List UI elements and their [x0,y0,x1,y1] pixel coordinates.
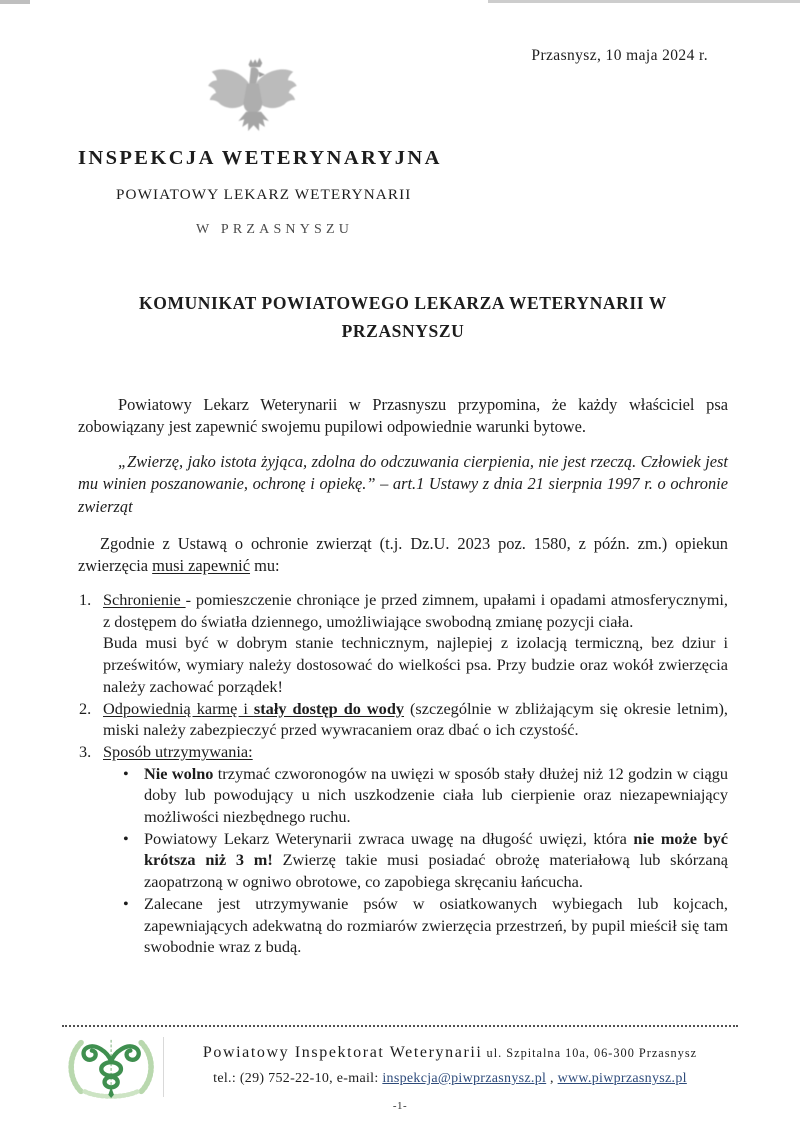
item3-heading-underlined: Sposób utrzymywania: [103,741,253,761]
bullet2-pre: Powiatowy Lekarz Weterynarii zwraca uwagę na długość uwięzi, która [144,828,634,848]
polish-eagle-emblem-icon [207,54,301,146]
item2-text: (szczególnie w zbliżającym się okresie letnim), miski należy zabezpieczyć przed wywracaniem oraz dbać o ich czystość. [103,698,728,740]
item1-text2: Buda musi być w dobrym stanie technicznym, najlepiej z izolacją termiczną, bez dziur i prześwitów, wymiary należy dostosować do wielkości psa. Przy budzie oraz wokół zwierzęcia należy zachować porządek! [103,633,728,696]
list-item-shelter [78,589,728,698]
keeping-bullets [119,763,728,958]
list-item-body [103,698,728,741]
law-quote-paragraph: „Zwierzę, jako istota żyjąca, zdolna do odczuwania cierpienia, nie jest rzeczą. Człowiek jest mu winien poszanowanie, ochronę i opiekę.” – art.1 Ustawy z dnia 21 sierpnia 1997 r. o ochronie zwierząt [78,452,728,516]
footer-separator: , [546,1071,558,1086]
bullet3-text: Zalecane jest utrzymywanie psów w osiatkowanych wybiegach lub kojcach, zapewniających adekwatną do rozmiarów zwierzęcia przestrzeń, by pupil mieścił się tam swobodnie wraz z budą. [144,893,728,957]
scan-artifact-top-left [0,0,30,4]
footer-email-link[interactable]: inspekcja@piwprzasnysz.pl [382,1071,547,1086]
list-item-body [103,589,728,698]
bullet-tether-length [119,828,728,893]
footer-divider-line [163,1037,164,1097]
item2-bold-underlined: stały dostęp do wody [253,698,405,718]
veterinary-caduceus-icon [64,1037,162,1099]
document-title-line1: KOMUNIKAT POWIATOWEGO LEKARZA WETERYNARII W [139,293,667,313]
legal-underlined: musi zapewnić [152,556,251,576]
document-title-line2: PRZASNYSZU [341,321,465,341]
document-title [78,289,728,345]
bullet1-bold: Nie wolno [144,763,214,783]
list-item-number: 1. [79,590,92,609]
item2-underlined: Odpowiednią karmę i [103,698,254,718]
footer-website-link[interactable]: www.piwprzasnysz.pl [557,1071,687,1086]
list-item-keeping [78,741,728,958]
bullet2-post: Zwierzę takie musi posiadać obrożę materiałową lub skórzaną zaopatrzoną w ogniwo obrotowe, co zapobiega skręcaniu łańcucha. [144,850,728,892]
list-item-number: 2. [79,698,92,718]
requirements-list [78,589,728,958]
footer-phone-line [172,1071,728,1087]
footer-dotted-rule [62,1025,738,1027]
item1-term-underlined: Schronienie [103,590,186,609]
legal-basis-paragraph [78,533,728,578]
bullet1-text: trzymać czworonogów na uwięzi w sposób stały dłużej niż 12 godzin w ciągu doby lub powodujący u nich uszkodzenie ciała lub cierpienie oraz niezapewniający możliwości niezbędnego ruchu. [144,763,728,827]
legal-pre: Zgodnie z Ustawą o ochronie zwierząt (t.j. Dz.U. 2023 poz. 1580, z późn. zm.) opiekun zwierzęcia [78,534,728,576]
bullet-tether-time [119,763,728,828]
date-line: Przasnysz, 10 maja 2024 r. [531,47,708,64]
intro-paragraph: Powiatowy Lekarz Weterynarii w Przasnyszu przypomina, że każdy właściciel psa zobowiązany jest zapewnić swojemu pupilowi odpowiednie warunki bytowe. [78,395,728,437]
item1-text: - pomieszczenie chroniące je przed zimnem, upałami i opadami atmosferycznymi, z dostępem do światła dziennego, umożliwiające swobodną zmianę pozycji ciała. [103,590,729,631]
footer-contact-block [172,1044,728,1087]
bullet-icon: • [123,763,129,783]
org-name-line2: POWIATOWY LEKARZ WETERYNARII [116,186,412,203]
bullet-text [144,828,728,893]
footer-address: ul. Szpitalna 10a, 06-300 Przasnysz [482,1046,698,1060]
page-number: -1- [392,1100,408,1112]
list-item-body [103,741,728,958]
list-item-number: 3. [79,741,92,761]
footer-phone-label: tel.: (29) 752-22-10, e-mail: [213,1071,383,1086]
org-name-line1: INSPEKCJA WETERYNARYJNA [78,147,442,169]
footer-org-name: Powiatowy Inspektorat Weterynarii [202,1044,483,1061]
bullet-icon: • [123,828,129,848]
bullet-text [144,763,728,828]
scan-artifact-top-right [488,0,800,3]
footer-org-line [172,1044,728,1062]
legal-post: mu: [250,556,280,576]
bullet-icon: • [123,893,129,913]
bullet-enclosures [119,893,728,958]
org-name-line3: W PRZASNYSZU [196,222,354,237]
list-item-food-water [78,698,728,741]
bullet2-bold: nie może być krótsza niż 3 m! [144,828,728,870]
